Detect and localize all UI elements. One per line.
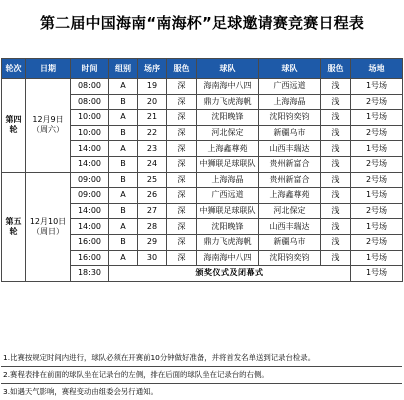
team1-cell: 鼎力飞虎海帆 <box>197 94 259 110</box>
time-cell: 08:00 <box>71 94 109 110</box>
no-cell: 27 <box>138 203 167 219</box>
column-header: 场地 <box>351 59 403 79</box>
venue-cell: 2号场 <box>351 172 403 188</box>
group-cell: B <box>109 234 138 250</box>
group-cell: B <box>109 172 138 188</box>
color1-cell: 深 <box>167 94 197 110</box>
no-cell: 28 <box>138 219 167 235</box>
time-cell: 18:30 <box>71 266 109 282</box>
team2-cell: 沈阳钧奕钧 <box>259 110 321 126</box>
no-cell: 26 <box>138 188 167 204</box>
time-cell: 16:00 <box>71 234 109 250</box>
team2-cell: 上海海晶 <box>259 94 321 110</box>
color2-cell: 浅 <box>321 94 351 110</box>
team2-cell: 贵州新富合 <box>259 156 321 172</box>
group-cell: A <box>109 219 138 235</box>
note-item: 3.如遇天气影响，赛程变动由组委会另行通知。 <box>3 387 158 396</box>
group-cell: B <box>109 125 138 141</box>
team2-cell: 新疆乌市 <box>259 234 321 250</box>
date-cell: 12月9日（周六） <box>26 79 71 173</box>
no-cell: 21 <box>138 110 167 126</box>
column-header: 轮次 <box>2 59 26 79</box>
group-cell: A <box>109 141 138 157</box>
color2-cell: 浅 <box>321 234 351 250</box>
group-cell: B <box>109 203 138 219</box>
time-cell: 10:00 <box>71 110 109 126</box>
venue-cell: 1号场 <box>351 141 403 157</box>
team1-cell: 沈阳晚锋 <box>197 219 259 235</box>
venue-cell: 2号场 <box>351 125 403 141</box>
team2-cell: 河北保定 <box>259 203 321 219</box>
schedule-table <box>1 58 403 282</box>
team2-cell: 新疆乌市 <box>259 125 321 141</box>
group-cell: B <box>109 156 138 172</box>
time-cell: 14:00 <box>71 156 109 172</box>
venue-cell: 1号场 <box>351 79 403 95</box>
note-item: 2.赛程表排在前面的球队坐在记录台的左侧，排在后面的球队坐在记录台的右侧。 <box>1 367 402 384</box>
color2-cell: 浅 <box>321 219 351 235</box>
color1-cell: 深 <box>167 188 197 204</box>
color1-cell: 深 <box>167 172 197 188</box>
color2-cell: 浅 <box>321 188 351 204</box>
column-header: 服色 <box>321 59 351 79</box>
team1-cell: 中狮联足球联队 <box>197 203 259 219</box>
venue-cell: 2号场 <box>351 203 403 219</box>
team1-cell: 中狮联足球联队 <box>197 156 259 172</box>
color2-cell: 浅 <box>321 141 351 157</box>
no-cell: 29 <box>138 234 167 250</box>
color1-cell: 深 <box>167 219 197 235</box>
column-header: 球队 <box>197 59 259 79</box>
note-item: 1.比赛按规定时间内进行，球队必须在开赛前10分钟做好准备，并将首发名单送到记录台检录。 <box>1 350 402 367</box>
time-cell: 14:00 <box>71 203 109 219</box>
color2-cell: 浅 <box>321 172 351 188</box>
venue-cell: 1号场 <box>351 266 403 282</box>
venue-cell: 1号场 <box>351 219 403 235</box>
color2-cell: 浅 <box>321 110 351 126</box>
no-cell: 23 <box>138 141 167 157</box>
team2-cell: 贵州新富合 <box>259 172 321 188</box>
no-cell: 30 <box>138 250 167 266</box>
no-cell: 24 <box>138 156 167 172</box>
group-cell: A <box>109 110 138 126</box>
time-cell: 09:00 <box>71 172 109 188</box>
color1-cell: 深 <box>167 250 197 266</box>
table-header-row <box>2 59 403 79</box>
time-cell: 14:00 <box>71 219 109 235</box>
venue-cell: 1号场 <box>351 110 403 126</box>
color1-cell: 深 <box>167 234 197 250</box>
column-header: 时间 <box>71 59 109 79</box>
team2-cell: 上海鑫尊苑 <box>259 188 321 204</box>
group-cell: A <box>109 250 138 266</box>
time-cell: 16:00 <box>71 250 109 266</box>
round-cell: 第四轮 <box>2 79 26 173</box>
group-cell: B <box>109 94 138 110</box>
color1-cell: 深 <box>167 203 197 219</box>
venue-cell: 1号场 <box>351 188 403 204</box>
color2-cell: 浅 <box>321 203 351 219</box>
team1-cell: 上海海晶 <box>197 172 259 188</box>
team2-cell: 山西丰瑞达 <box>259 219 321 235</box>
color1-cell: 深 <box>167 156 197 172</box>
round-cell: 第五轮 <box>2 172 26 281</box>
no-cell: 22 <box>138 125 167 141</box>
team1-cell: 广西远道 <box>197 188 259 204</box>
venue-cell: 2号场 <box>351 94 403 110</box>
no-cell: 20 <box>138 94 167 110</box>
color1-cell: 深 <box>167 141 197 157</box>
team1-cell: 上海鑫尊苑 <box>197 141 259 157</box>
column-header: 组别 <box>109 59 138 79</box>
no-cell: 25 <box>138 172 167 188</box>
table-row <box>2 79 403 95</box>
venue-cell: 2号场 <box>351 234 403 250</box>
ceremony-label-cell: 颁奖仪式及闭幕式 <box>109 266 351 282</box>
table-row <box>2 172 403 188</box>
date-cell: 12月10日（周日） <box>26 172 71 281</box>
team1-cell: 沈阳晚锋 <box>197 110 259 126</box>
color2-cell: 浅 <box>321 156 351 172</box>
color2-cell: 浅 <box>321 250 351 266</box>
team1-cell: 海南海中八四 <box>197 250 259 266</box>
team1-cell: 鼎力飞虎海帆 <box>197 234 259 250</box>
color1-cell: 深 <box>167 79 197 95</box>
color1-cell: 深 <box>167 110 197 126</box>
group-cell: A <box>109 188 138 204</box>
team2-cell: 山西丰瑞达 <box>259 141 321 157</box>
venue-cell: 2号场 <box>351 156 403 172</box>
team2-cell: 广西远道 <box>259 79 321 95</box>
time-cell: 14:00 <box>71 141 109 157</box>
team1-cell: 海南海中八四 <box>197 79 259 95</box>
team1-cell: 河北保定 <box>197 125 259 141</box>
notes-section <box>1 350 402 400</box>
no-cell: 19 <box>138 79 167 95</box>
page-title: 第二届中国海南“南海杯”足球邀请赛竞赛日程表 <box>39 14 365 32</box>
color2-cell: 浅 <box>321 79 351 95</box>
team2-cell: 沈阳钧奕钧 <box>259 250 321 266</box>
color1-cell: 深 <box>167 125 197 141</box>
time-cell: 10:00 <box>71 125 109 141</box>
venue-cell: 1号场 <box>351 250 403 266</box>
group-cell: A <box>109 79 138 95</box>
time-cell: 09:00 <box>71 188 109 204</box>
column-header: 日期 <box>26 59 71 79</box>
column-header: 服色 <box>167 59 197 79</box>
column-header: 球队 <box>259 59 321 79</box>
time-cell: 08:00 <box>71 79 109 95</box>
color2-cell: 浅 <box>321 125 351 141</box>
column-header: 场序 <box>138 59 167 79</box>
